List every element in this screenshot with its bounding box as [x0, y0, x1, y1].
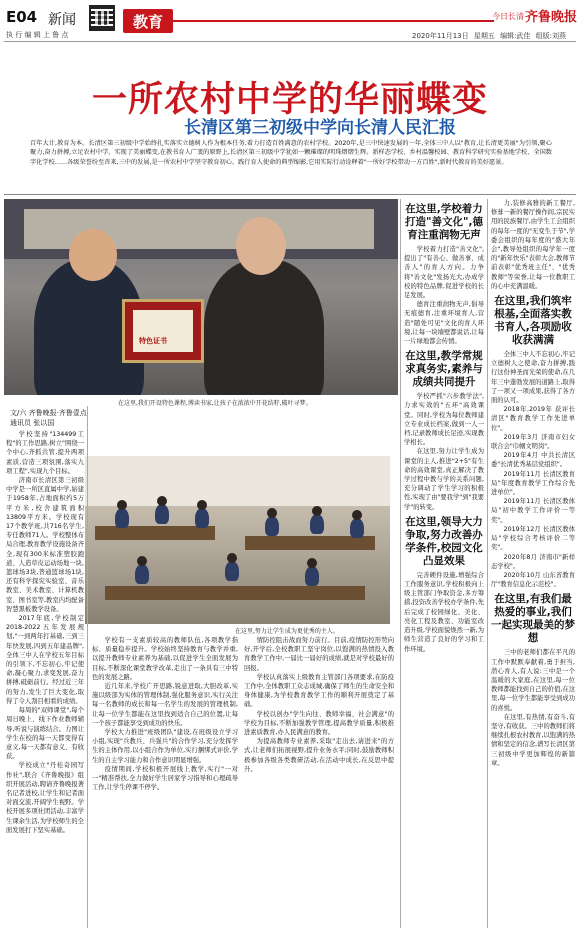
award-item: 2019年11月 长清区教体局"初中教学工作评价一等奖"。 [491, 498, 575, 524]
column-rule [487, 199, 488, 928]
person-right [204, 259, 324, 395]
section-heading: 在这里,有我们最热爱的事业,我们一起实现最美的梦想 [491, 593, 575, 645]
dateline: 2020年11月13日 星期五 编辑:武佳 组版:刘燕 [412, 32, 567, 40]
paragraph: 学校以创办"学生向往、教师幸福、社会满意"的学校为目标,不断加强教学管理,提高教学质量,积极推进素质教育,办人民满意的教育。 [244, 710, 394, 737]
section-heading: 在这里,学校着力打造"善文化",德育注重润物无声 [405, 203, 483, 241]
column-5 [491, 199, 575, 928]
subheadline: 长清区第三初级中学向长清人民汇报 [184, 118, 456, 138]
masthead-rule [4, 41, 576, 42]
photo1-caption: 在这里,我们开设特色课程,博读书家,让孩子在浓浓中开花结籽,破叶寻梦。 [118, 400, 312, 407]
paragraph: 济南市长清区第三初级中学是一所区直属中学,始建于1958年,占地面积约5万平方米,校舍建筑面积13809平方米。学校现有17个教学班,共716名学生,专任教师71人。学校整体布局合理,教育教学设施设备齐全,现有300米标准塑胶跑道、人造草皮运动场地一块,篮球场3块,普通篮球场1块,还有科学探究实验室、音乐教室、美术教室、计算机教室、图书室等,教室内均配备智慧黑板教学设备。 [6, 477, 84, 613]
desk [105, 586, 365, 600]
award-item: 2020年8月 济南市"新样态学校"。 [491, 553, 575, 570]
paragraph: 三中的老师们都在平凡的工作中默默奉献着,勇于担当,潜心育人,有人说:三中是一个温暖的大家庭,在这里,每一位教师都能找到自己的价值,在这里,每一位学生都能享受到成功的喜悦。 [491, 649, 575, 712]
person-left-head [69, 229, 117, 281]
paragraph: 情防控阻击战而努力前行。目前,疫情防控形势向好,开学后,全校教职工坚守岗位,以饱满的热情投入教育教学工作中,一届比一届好的成绩,就是对学校最好的回报。 [244, 637, 394, 672]
student [195, 508, 209, 528]
column-2 [92, 636, 238, 928]
paragraph: 学校着力打造"善文化",提出了"有善心、做善事、成善人"的育人方向。力争将"善文化"发扬光大,办成学校的特色品牌,促进学校的长足发展。 [404, 246, 484, 300]
paragraph: 2017年底,学校制定2018-2022五年发展规划,"一到两年打基础,三到三年快发展,四到五年建品牌",全体三中人在学校五年目标的引领下,不忘初心,牢记使命,凝心聚力,求变发展,奋力拼搏,砥砺前行。经过近三年的努力,发生了巨大变化,取得了令人刮目相看的成绩。 [6, 615, 84, 705]
desk [95, 526, 215, 540]
section-heading: 在这里,教学常规求真务实,素养与成绩共同提升 [405, 350, 483, 389]
column-rule [400, 199, 401, 928]
paragraph: 疫情期间,学校积极开展线上教学,实行"一对一"精准帮扶,全力做好学生居家学习指导和心理疏导工作,让学生停课不停学。 [92, 765, 238, 792]
student [265, 516, 279, 536]
section-badge: 教育 [123, 9, 173, 33]
paragraph: 在这里,努力让学生成为课堂的主人,推进"2+5"有生命的高效课堂,真正解决了教学过程中教与学的关系问题,充分调动了学生学习的积极性,实现了由"要我学"到"我要学"的转变。 [404, 448, 484, 511]
person-right-head [236, 217, 286, 275]
logo-subtitle: 今日长清 [492, 12, 524, 21]
paragraph: 德育注重润物无声,倡导无痕德育,注重环境育人,营造"随处可见"文化的育人环境,让每一块墙壁都说话,让每一片绿地都会传情。 [404, 301, 484, 346]
paragraph: 学校有一支素质较高的教师队伍,各项教学指标、质量稳步提升。学校始终坚持教育与教学并重,以提升教师专业素养为基础,以促进学生全面发展为目标,不断深化课堂教学改革,走出了一条具有三中特色的发展之路。 [92, 637, 238, 681]
photo-award-ceremony [4, 199, 398, 395]
award-item: 2020年10月 山东省教育厅"教育信息化示范校"。 [491, 571, 575, 589]
paragraph: 完善硬件设施,增强综合工作服务意识,学校积极向上级主管部门争取资金,多方筹措,投资改善学校办学条件,先后完成了校园绿化、美化、亮化工程及教室、功能室改造升级,学校面貌焕然一新,为师生营造了良好的学习和工作环境。 [404, 571, 484, 653]
byline-author: 文/六 齐鲁晚报·齐鲁壹点 [10, 409, 87, 417]
page-number: E04 [6, 8, 38, 26]
paragraph: 学校成立"丹桂奇园写作社",联合《齐鲁晚报》组织开展活动,聘请齐鲁晚报著名记者进校,让学生和记者面对面交流,开阔学生视野。学校开展多项社团活动,丰富学生课余生活,为学校师生的全面发展打下坚实基础。 [6, 762, 84, 834]
student [350, 518, 364, 538]
byline-correspondent: 通讯员 张以国 [10, 419, 55, 427]
lead-divider [4, 194, 576, 195]
lead-paragraph: 百年大计,教育为本。长清区第三初级中学始终扎实落实立德树人作为根本任务,着力打造百姓满意的农村学校。2020年,是三中快速发展的一年,全体三中人以"教育,让长清更美丽"为引领,聚心聚力,奋力拼搏,立足农村中学、实现了美丽蝶变,在教书育人广袤的原野上,长清区第三初级中学犹如一颗璀璨的明珠熠熠生辉。新样态学校、乡村温馨校园、教育科学研究实验基地学校、全国数字化学校……各级荣誉纷至沓来,三中的发展,是一所农村中学坚守教育初心、践行育人使命的典型缩影,它用实际行动诠释着"一所好学校带动一方百姓",新时代教育的美好愿景。 [30, 140, 552, 166]
award-item: 2018年,2019年 获评长清区"教育教学工作先进单位"。 [491, 406, 575, 432]
paragraph: 学校认真落实上级教育主管部门各项要求,在防疫工作中,全体教职工众志成城,确保了师生的生命安全和身体健康,为学校教育教学工作的顺利开展奠定了基础。 [244, 673, 394, 709]
student [305, 566, 319, 586]
paragraph: 学校坚持"134499工程"的工作思路,树立"围绕一个中心,齐抓共管,提升两项素质,营造三项氛围,落实九项工程",实现九个目标。 [6, 431, 84, 475]
student [310, 514, 324, 534]
student [115, 508, 129, 528]
page-section: 新闻 [48, 12, 76, 28]
student [135, 564, 149, 584]
paragraph: 学校严抓"六步教学法",力求实效的"五环"高效课堂。同时,学校为每位教师建立专业成长档案,做到一人一档,记录教师成长足迹,实现教学相长。 [404, 393, 484, 447]
header-divider [164, 20, 494, 22]
staff-line: 执 行 编 辑 上 鲁 点 [6, 31, 69, 39]
award-item: 2019年4月 中共长清区委"长清优秀基层党组织"。 [491, 452, 575, 469]
newspaper-logo: 齐鲁晚报 [525, 10, 578, 25]
student [225, 561, 239, 581]
paragraph: 全体三中人不忘初心,牢记立德树人之使命,奋力拼搏,践行这份神圣而光荣的使命,在几年三中蓬勃发展的道路上,取得了一项又一项成果,获得了各方面的认可。 [491, 351, 575, 405]
section-heading: 在这里,领导大力争取,努力改善办学条件,校园文化凸显效果 [405, 515, 483, 567]
desk [245, 536, 375, 550]
byline [10, 408, 87, 428]
paragraph: 力,装修高雅的新工餐厅,修葺一新的餐厅操作间,宗民实用的民族餐厅,由学生工会组织的每年一度的"无变生于节",学委会组织的每年度的"盛大年会",教导处组织的每学年一度的"新年快乐"表彰大会,教师节前表彰"优秀班主任"、"优秀教师"等荣誉,让每一位教职工的心中充满温暖。 [491, 200, 575, 290]
certificate [122, 299, 204, 363]
photo-classroom [85, 456, 390, 624]
paragraph: 为提高教师专业素养,采取"走出去,请进来"的方式,让老师们拓展视野,提升业务水平;同时,鼓励教师积极参加各级各类教研活动,在活动中成长,在反思中提升。 [244, 738, 394, 773]
column-4 [404, 199, 484, 928]
column-rule [87, 406, 88, 928]
masthead [0, 0, 580, 48]
column-1 [6, 430, 84, 928]
paragraph: 每周的"双师课堂",每个周日晚上、线下作业教师辅导,听说与演练结合。力图让学生在校的每一天都变得有意义,每一天都有意义、有收获。 [6, 707, 84, 761]
qr-code-icon [89, 5, 115, 31]
section-heading: 在这里,我们筑牢根基,全面落实教书育人,各项励收收获满满 [494, 295, 572, 347]
award-item: 2019年3月 济南市妇女联合会"巾帼文明岗"。 [491, 433, 575, 451]
certificate-text: 特色证书 [139, 337, 167, 345]
student [155, 504, 169, 524]
headline: 一所农村中学的华丽蝶变 [91, 79, 488, 120]
photo2-caption: 在这里,努力让学生成为更优秀的主人。 [235, 628, 339, 635]
column-3 [244, 636, 394, 928]
award-item: 2019年12月 长清区教体局"学校综合考核评价二等奖"。 [491, 525, 575, 552]
paragraph: 近几年来,学校广开思路,锐意进取,大胆改革,实施以级部为实体的管理体制,强化服务意识,实行关注每一名教师的成长和每一名学生的发展的管理机制,让每一位学生都能在这里找到适合自己的位置,让每一个孩子都能享受到成功的快乐。 [92, 683, 238, 727]
award-item: 2019年11月 长清区教育局"年度教育教学工作综合先进单位"。 [491, 470, 575, 497]
paragraph: 学校大力推进"班级团队"建设,在班级设立学习小组,实现"兵教兵、兵强兵"的合作学习,充分发挥学生的主体作用,以小组合作为单位,实行捆绑式评价,学生的自主学习能力和合作意识明显增强。 [92, 729, 238, 764]
paragraph: 在这里,有热情,有奋斗,有坚守,有收获。三中的教师们将继续扎根农村教育,以饱满的热情和坚定的信念,谱写长清区第三初级中学更加辉煌的新篇章。 [491, 713, 575, 767]
